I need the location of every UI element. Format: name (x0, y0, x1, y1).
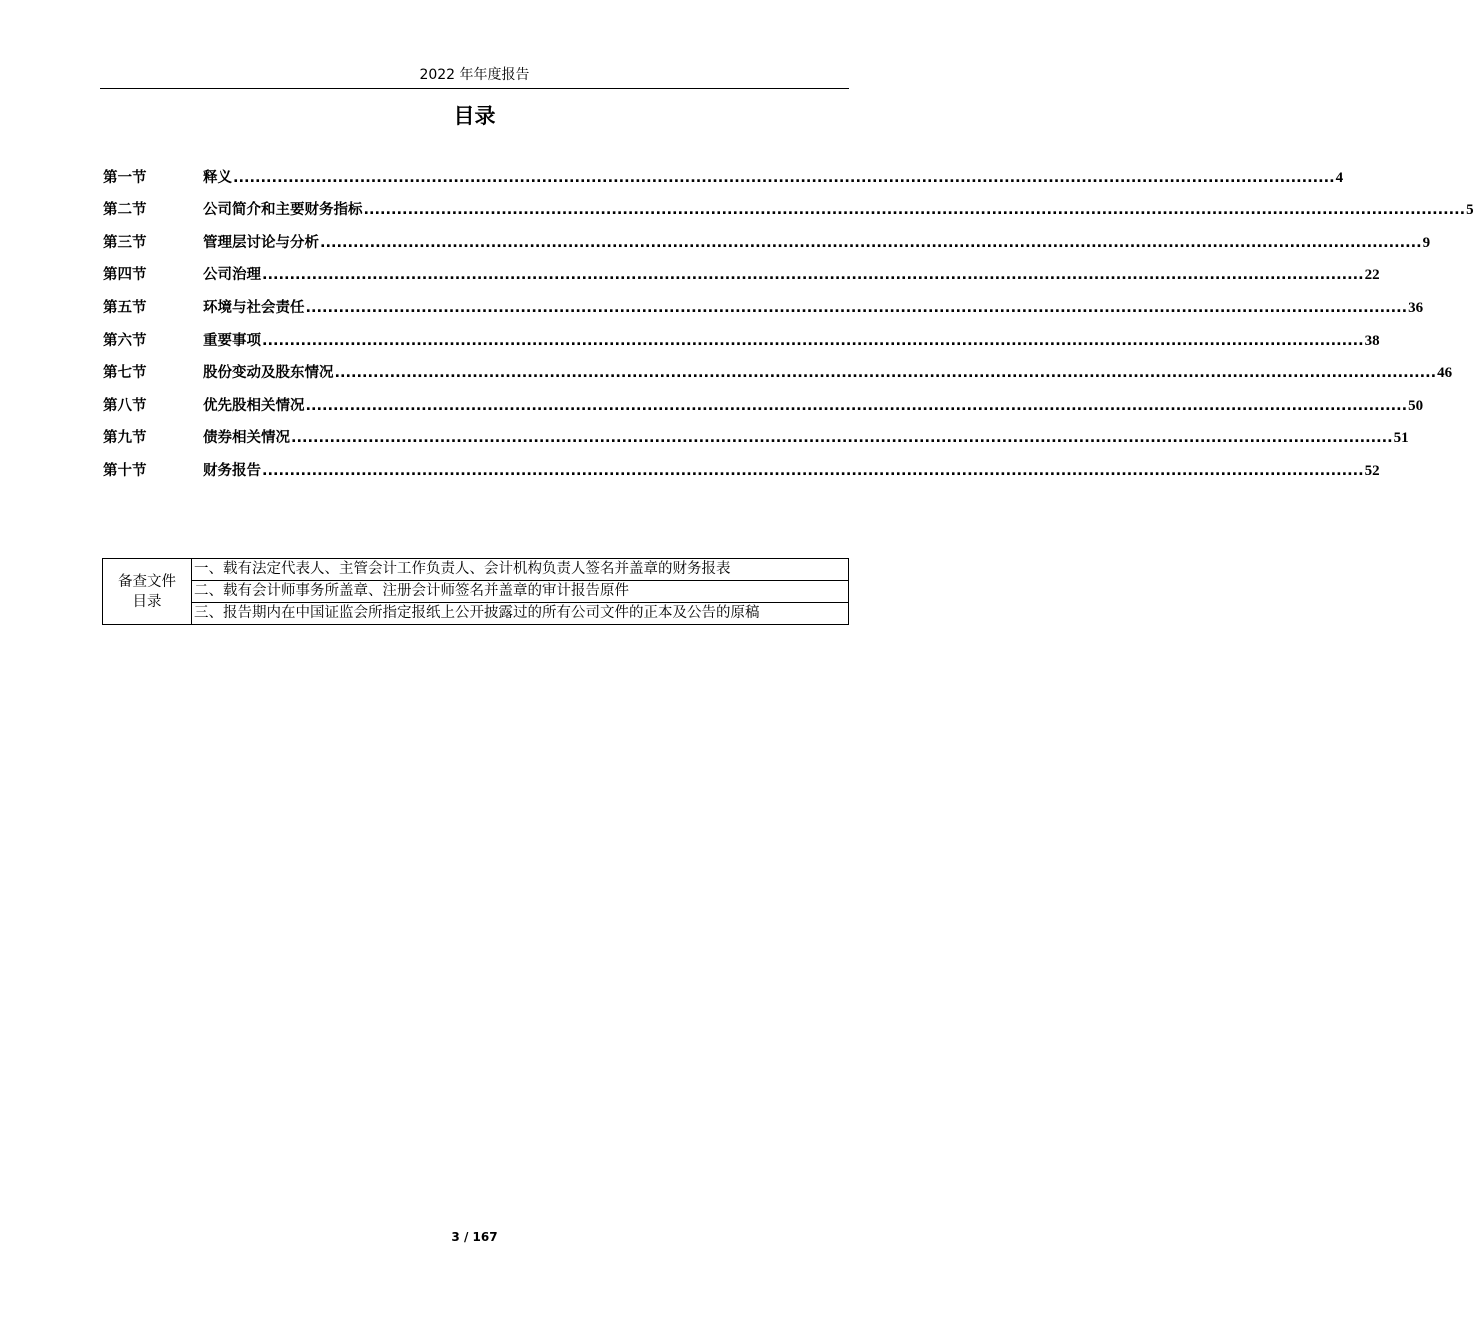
toc-entry-title: 管理层讨论与分析 (203, 234, 319, 251)
toc-dot-leader: ........................................................................................................................................................................................................ (305, 299, 1408, 316)
table-row (103, 559, 849, 581)
toc-page-number: 5 (1466, 202, 1474, 219)
toc-section-number: 第四节 (103, 267, 147, 284)
toc-entry[interactable] (103, 191, 1474, 224)
toc-entry-title: 股份变动及股东情况 (203, 365, 334, 382)
toc-entry-title: 优先股相关情况 (203, 397, 305, 414)
reference-label-line: 目录 (132, 593, 162, 610)
toc-section-number: 第十节 (103, 462, 147, 479)
toc-dot-leader: ........................................................................................................................................................................................................ (262, 462, 1364, 479)
toc-section-number: 第五节 (103, 299, 147, 316)
toc-dot-leader: ........................................................................................................................................................................................................ (233, 169, 1335, 186)
toc-section-number: 第九节 (103, 430, 147, 447)
toc-entry[interactable] (103, 223, 1431, 256)
toc-entry-title: 释义 (203, 169, 232, 186)
table-of-contents (103, 158, 1474, 484)
header-divider (100, 88, 849, 89)
toc-dot-leader: ........................................................................................................................................................................................................ (305, 397, 1408, 414)
toc-entry-body (203, 328, 1380, 354)
reference-label-line: 备查文件 (118, 573, 176, 590)
toc-section-number: 第八节 (103, 397, 147, 414)
toc-page-number: 36 (1408, 299, 1424, 316)
toc-entry-body (203, 458, 1380, 484)
reference-document-item: 二、载有会计师事务所盖章、注册会计师签名并盖章的审计报告原件 (192, 581, 849, 603)
reference-documents-label (103, 559, 192, 625)
toc-page-number: 50 (1408, 397, 1424, 414)
toc-entry-body (203, 360, 1452, 386)
toc-section-number: 第一节 (103, 169, 147, 186)
toc-entry[interactable] (103, 256, 1380, 289)
toc-page-number: 46 (1437, 365, 1453, 382)
toc-entry-body (203, 425, 1409, 451)
toc-entry-body (203, 230, 1430, 256)
toc-entry-title: 公司简介和主要财务指标 (203, 202, 363, 219)
toc-page-number: 22 (1364, 267, 1380, 284)
toc-dot-leader: ........................................................................................................................................................................................................ (363, 202, 1466, 219)
toc-section-number: 第六节 (103, 332, 147, 349)
toc-page-number: 38 (1364, 332, 1380, 349)
toc-entry[interactable] (103, 321, 1380, 354)
toc-dot-leader: ........................................................................................................................................................................................................ (334, 365, 1437, 382)
toc-heading: 目录 (453, 104, 496, 128)
toc-entry[interactable] (103, 419, 1409, 452)
toc-entry-title: 重要事项 (203, 332, 261, 349)
toc-section-number: 第七节 (103, 365, 147, 382)
toc-dot-leader: ........................................................................................................................................................................................................ (291, 430, 1393, 447)
reference-document-item: 一、载有法定代表人、主管会计工作负责人、会计机构负责人签名并盖章的财务报表 (192, 559, 849, 581)
reference-documents-table (102, 558, 849, 625)
toc-page-number: 4 (1335, 169, 1344, 186)
toc-entry-title: 财务报告 (203, 462, 261, 479)
toc-section-number: 第三节 (103, 234, 147, 251)
toc-page-number: 51 (1393, 430, 1409, 447)
toc-entry[interactable] (103, 288, 1424, 321)
toc-entry[interactable] (103, 451, 1380, 484)
page-header-title: 2022 年年度报告 (419, 67, 530, 83)
toc-entry-title: 公司治理 (203, 267, 261, 284)
toc-dot-leader: ........................................................................................................................................................................................................ (262, 332, 1364, 349)
table-row (103, 581, 849, 603)
toc-entry-body (203, 165, 1343, 191)
toc-entry-body (203, 295, 1423, 321)
toc-dot-leader: ........................................................................................................................................................................................................ (320, 234, 1422, 251)
toc-entry-body (203, 197, 1474, 223)
toc-dot-leader: ........................................................................................................................................................................................................ (262, 267, 1364, 284)
table-row (103, 603, 849, 625)
toc-entry-title: 债券相关情况 (203, 430, 290, 447)
toc-page-number: 9 (1422, 234, 1431, 251)
toc-entry-body (203, 262, 1380, 288)
toc-page-number: 52 (1364, 462, 1380, 479)
toc-entry[interactable] (103, 386, 1424, 419)
toc-section-number: 第二节 (103, 202, 147, 219)
reference-document-item: 三、报告期内在中国证监会所指定报纸上公开披露过的所有公司文件的正本及公告的原稿 (192, 603, 849, 625)
toc-entry-body (203, 393, 1423, 419)
toc-entry[interactable] (103, 158, 1344, 191)
page-number: 3 / 167 (451, 1230, 498, 1244)
toc-entry[interactable] (103, 354, 1453, 387)
toc-entry-title: 环境与社会责任 (203, 299, 305, 316)
